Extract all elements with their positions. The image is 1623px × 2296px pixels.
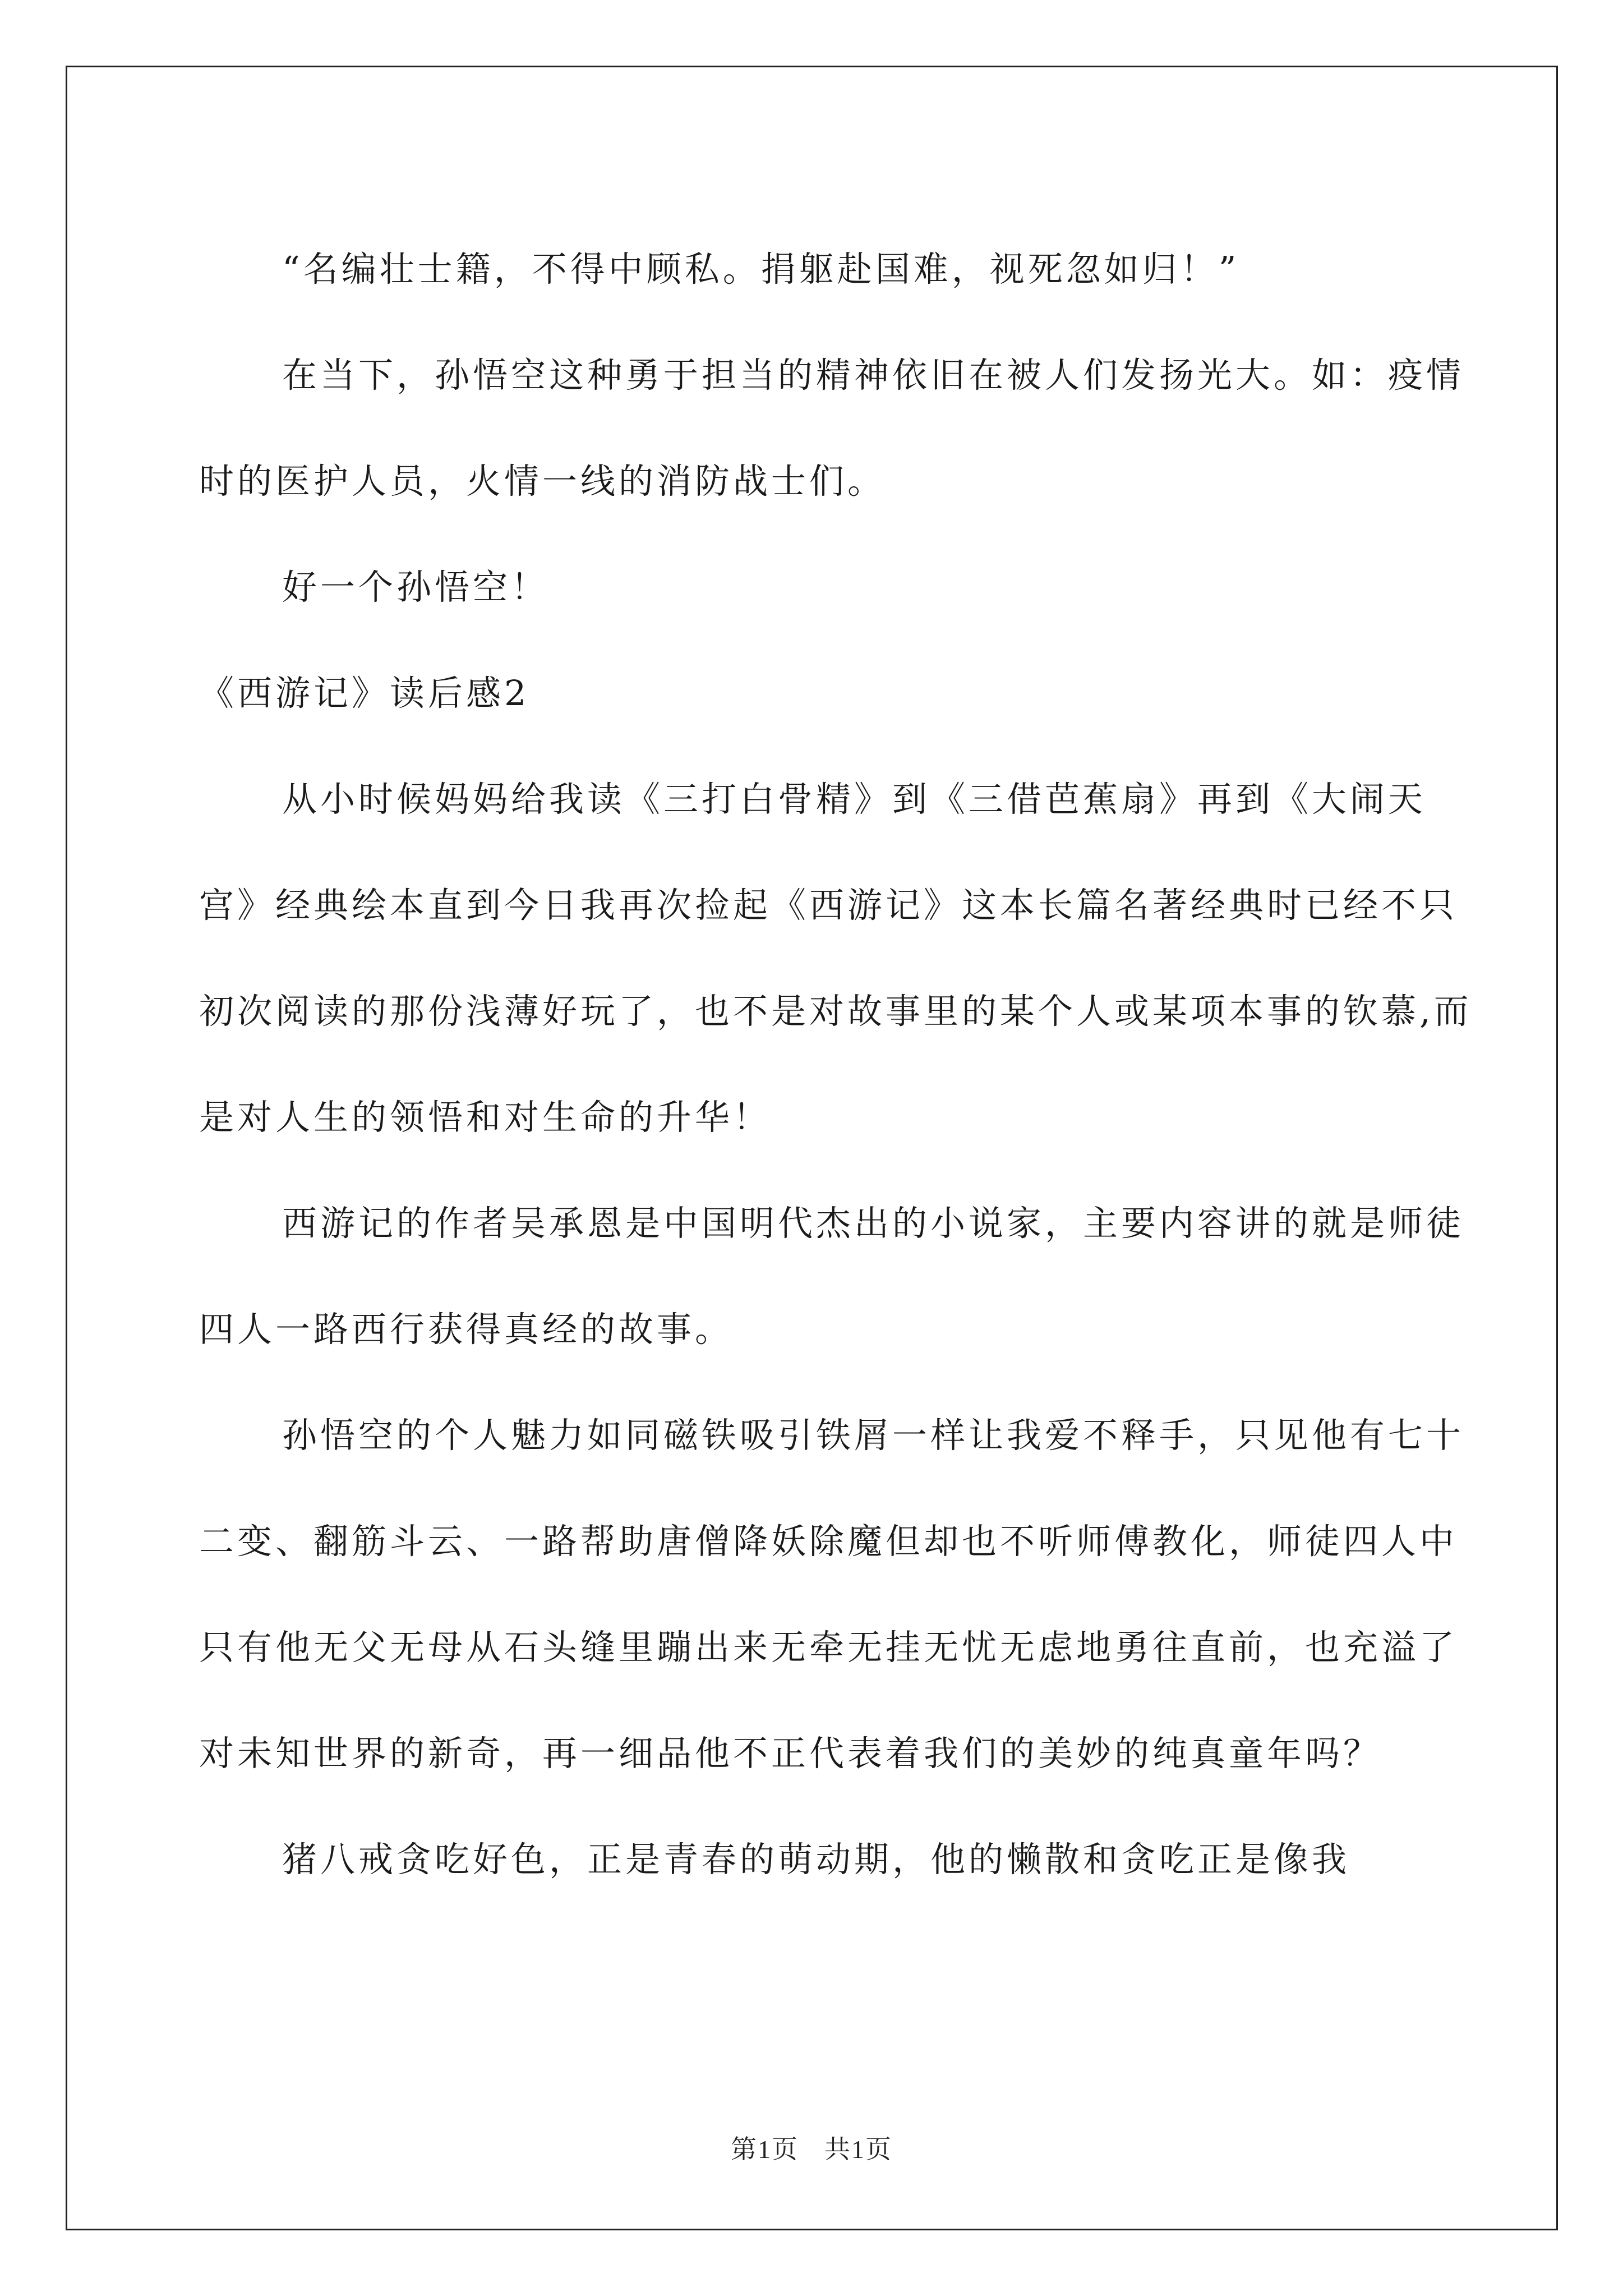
page-footer bbox=[0, 2129, 1623, 2166]
page-number: 第1页 bbox=[731, 2135, 799, 2164]
paragraph: 猪八戒贪吃好色，正是青春的萌动期，他的懒散和贪吃正是像我 bbox=[282, 1839, 1350, 1880]
paragraph: 孙悟空的个人魅力如同磁铁吸引铁屑一样让我爱不释手，只见他有七十二变、翻筋斗云、一路帮助唐僧降妖除魔但却也不听师傅教化，师徒四人中只有他无父无母从石头缝里蹦出来无牵无挂无忧无虑地勇往直前，也充溢了对未知世界的新奇，再一细品他不正代表着我们的美妙的纯真童年吗？ bbox=[199, 1415, 1465, 1774]
paragraph: “名编壮士籍，不得中顾私。捐躯赴国难，视死忽如归！” bbox=[282, 249, 1240, 289]
paragraph: 西游记的作者吴承恩是中国明代杰出的小说家，主要内容讲的就是师徒四人一路西行获得真经的故事。 bbox=[199, 1203, 1465, 1350]
page-total: 共1页 bbox=[824, 2135, 892, 2164]
paragraph: 在当下，孙悟空这种勇于担当的精神依旧在被人们发扬光大。如：疫情时的医护人员，火情一线的消防战士们。 bbox=[199, 355, 1465, 501]
document-body bbox=[199, 216, 1478, 1912]
paragraph: 从小时候妈妈给我读《三打白骨精》到《三借芭蕉扇》再到《大闹天宫》经典绘本直到今日我再次捡起《西游记》这本长篇名著经典时已经不只初次阅读的那份浅薄好玩了，也不是对故事里的某个人或某项本事的钦慕,而是对人生的领悟和对生命的升华！ bbox=[199, 779, 1472, 1138]
section-heading: 《西游记》读后感2 bbox=[199, 673, 530, 714]
paragraph: 好一个孙悟空！ bbox=[282, 567, 550, 608]
